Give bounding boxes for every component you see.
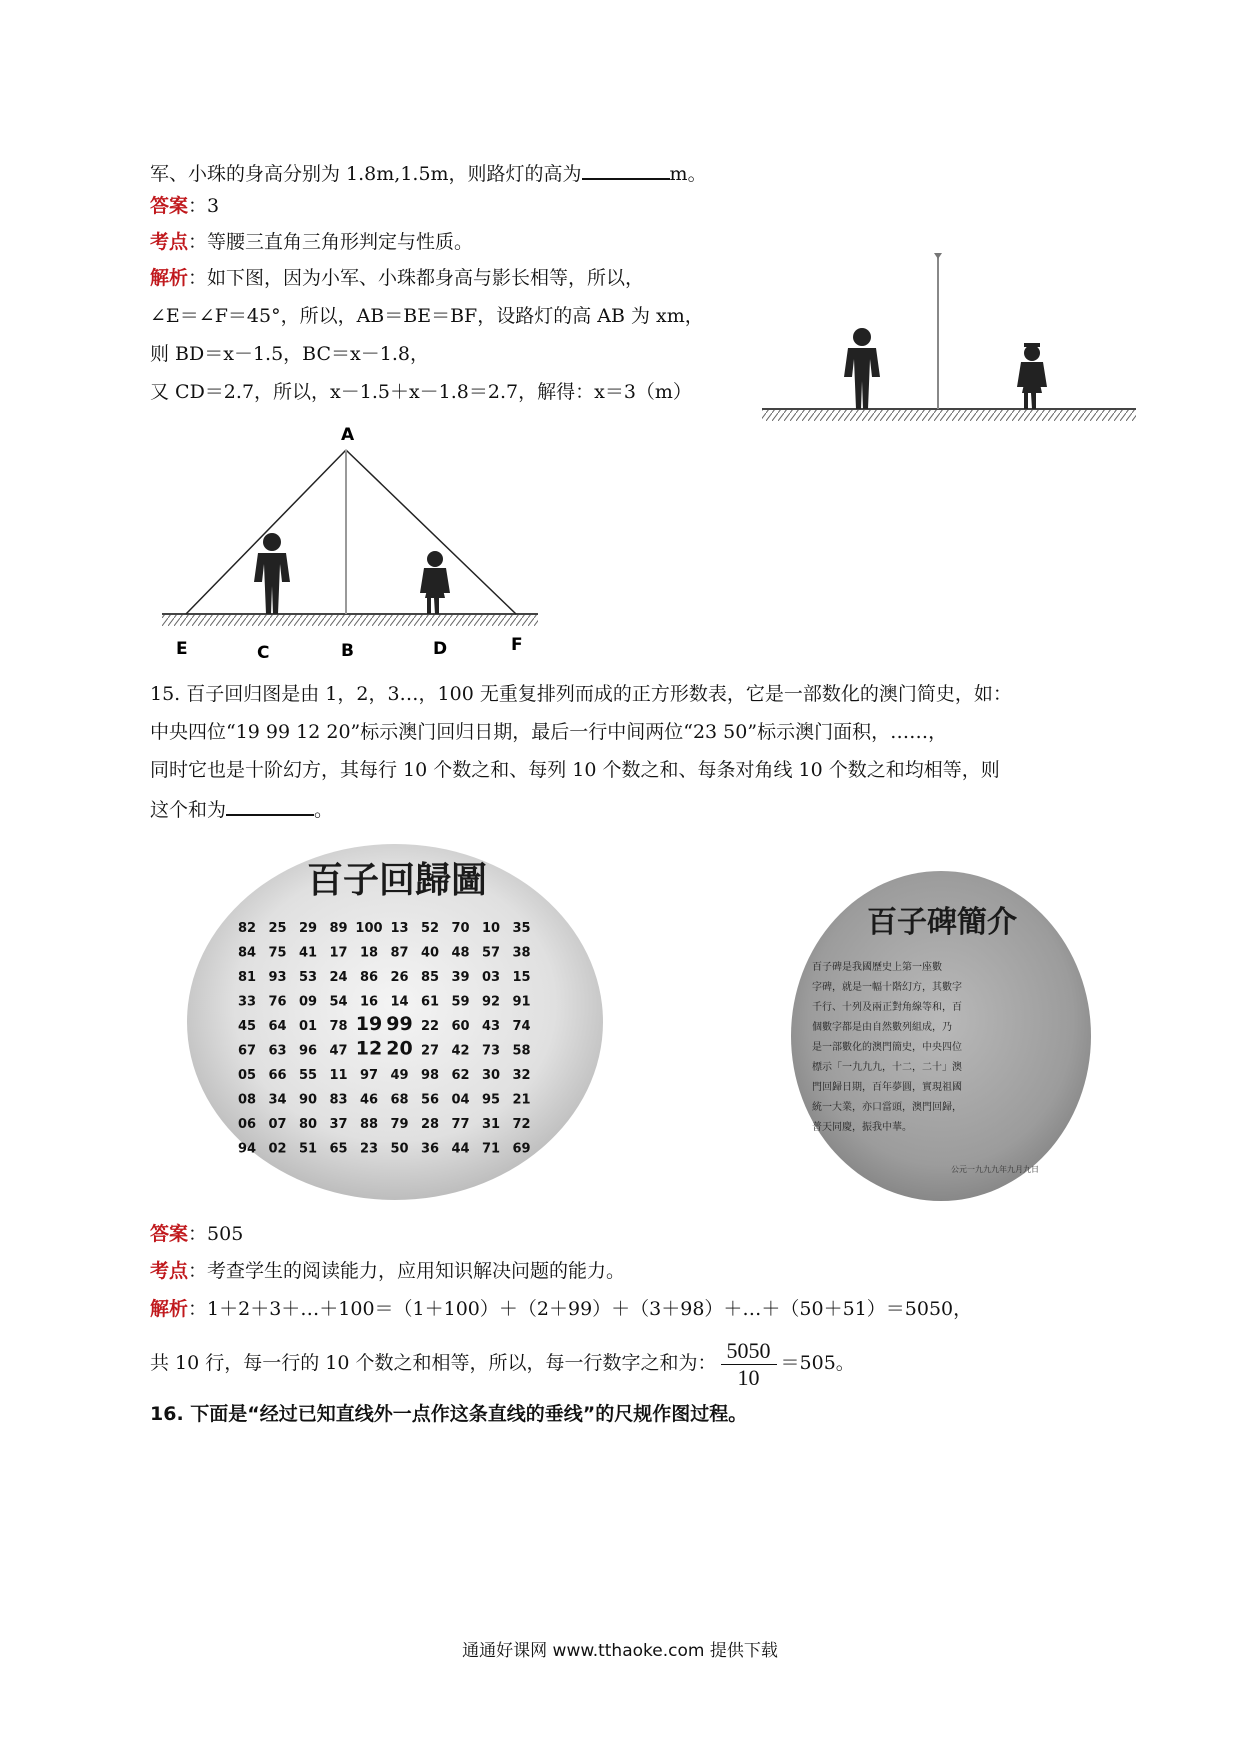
magic-square-cell: 30 [481,1068,501,1083]
magic-square-cell: 27 [420,1043,440,1059]
man-silhouette-icon [254,533,290,614]
magic-square-cell: 66 [268,1068,287,1083]
ground-hatch [162,614,538,626]
q14-analysis-line4: 又 CD＝2.7，所以，x－1.5＋x－1.8＝2.7，解得：x＝3（m） [150,381,692,403]
magic-square-cell: 07 [268,1117,287,1132]
woman-silhouette-icon [420,551,450,614]
magic-square-cell: 40 [420,945,440,961]
stele-text-line: 字碑，就是一幅十階幻方，其數字 [812,982,962,993]
magic-square-cell: 58 [512,1043,531,1059]
magic-square-cell: 55 [298,1068,318,1083]
magic-square-cell: 82 [237,921,257,936]
magic-square-cell: 05 [237,1068,257,1083]
magic-square-cell: 71 [481,1141,501,1157]
magic-square-cell: 97 [359,1068,379,1083]
magic-square-cell: 39 [451,970,470,985]
q15-text-line2: 中央四位“19 99 12 20”标示澳门回归日期，最后一行中间两位“23 50”标示澳门面积，……， [150,721,948,743]
stele-text-line: 千行、十列及兩正對角線等和，百 [812,1002,962,1013]
q15-text-line4: 这个和为 。 [150,794,333,824]
magic-square-cell: 87 [390,945,409,961]
magic-square-cell: 04 [451,1092,470,1108]
magic-square-cell: 56 [420,1092,440,1108]
answer-blank [582,158,670,180]
magic-square-cell: 36 [420,1141,440,1157]
q15-text-line1: 15. 百子回归图是由 1，2，3…，100 无重复排列而成的正方形数表，它是一部数化的澳门简史，如： [150,683,1012,705]
magic-square-cell: 67 [237,1043,257,1059]
triangle-diagram [150,418,550,668]
magic-square-cell: 37 [329,1117,348,1132]
magic-square-cell: 64 [268,1019,287,1034]
stele-text-line: 統一大業，亦口當頭，澳門回歸， [812,1102,962,1113]
magic-square-cell: 35 [512,921,531,936]
label-E: E [176,639,188,659]
stele-text-line: 是一部數化的澳門簡史，中央四位 [812,1042,962,1053]
magic-square-cell: 18 [359,945,379,961]
magic-square-cell: 15 [512,970,531,985]
magic-square-cell: 70 [451,921,470,936]
magic-square-cell: 100 [355,921,383,936]
magic-square-cell: 59 [451,994,470,1010]
q15-key-point: 考点：考查学生的阅读能力，应用知识解决问题的能力。 [150,1260,626,1282]
magic-square-cell: 69 [512,1141,531,1157]
magic-square-cell: 50 [390,1141,409,1157]
magic-square-cell: 02 [268,1141,287,1157]
q15-analysis-line1: 解析：1＋2＋3＋…＋100＝（1＋100）＋（2＋99）＋（3＋98）＋…＋（50＋51）＝5050， [150,1298,973,1320]
label-F: F [511,635,523,655]
magic-square-cell: 46 [359,1092,379,1108]
magic-square-cell: 06 [237,1117,257,1132]
label-A: A [341,425,355,445]
magic-square-cell: 63 [268,1043,287,1059]
magic-square-cell: 24 [329,970,348,985]
magic-square-cell: 65 [329,1141,348,1157]
magic-square-cell: 91 [512,994,531,1010]
stele-text-line: 普天同慶，振我中華。 [812,1122,912,1133]
magic-square-cell: 73 [481,1043,501,1059]
magic-square-cell: 10 [481,921,501,936]
label-C: C [257,643,270,663]
magic-square-cell: 77 [451,1117,470,1132]
magic-square-cell: 03 [481,970,501,985]
magic-square-cell: 43 [481,1019,501,1034]
magic-square-cell: 95 [481,1092,501,1108]
q14-analysis-line2: ∠E＝∠F＝45°，所以，AB＝BE＝BF，设路灯的高 AB 为 xm， [150,305,704,327]
magic-square-cell: 60 [451,1019,470,1034]
magic-square-cell: 28 [420,1117,440,1132]
magic-square-cell: 41 [298,945,318,961]
magic-square-cell: 78 [329,1019,348,1034]
magic-square-cell: 85 [420,970,440,985]
magic-square-cell: 29 [298,921,318,936]
magic-square-cell: 23 [359,1141,379,1157]
q15-answer: 答案：505 [150,1223,244,1245]
man-silhouette-icon [844,328,880,409]
stele-text-line: 門回歸日期，百年夢圓，實現祖國 [812,1082,962,1093]
magic-square-cell: 75 [268,945,287,961]
lamp-head-icon [934,253,942,259]
magic-square-cell: 33 [237,994,257,1010]
magic-square-cell: 54 [329,994,348,1010]
magic-square-cell: 93 [268,970,287,985]
q15-text-line3: 同时它也是十阶幻方，其每行 10 个数之和、每列 10 个数之和、每条对角线 10 个数之和均相等，则 [150,759,1000,781]
magic-square-cell: 80 [298,1117,318,1132]
q14-key-point: 考点：等腰三直角三角形判定与性质。 [150,231,474,253]
magic-square-cell: 74 [512,1019,531,1034]
magic-square-cell: 19 [355,1013,383,1035]
magic-square-cell: 13 [390,921,409,936]
magic-square-cell: 94 [237,1141,257,1157]
q14-analysis-line1: 解析：如下图，因为小军、小珠都身高与影长相等，所以， [150,267,645,289]
magic-square-cell: 44 [451,1141,470,1157]
magic-square-cell: 52 [420,921,440,936]
magic-square-cell: 47 [329,1043,348,1059]
magic-square-cell: 88 [359,1117,379,1132]
stele-text-line: 個數字都是由自然數列組成，乃 [812,1022,952,1033]
magic-square-cell: 99 [386,1013,413,1035]
label-D: D [433,639,448,659]
magic-square-cell: 34 [268,1092,287,1108]
magic-square-cell: 25 [268,921,287,936]
q14-analysis-line3: 则 BD＝x－1.5，BC＝x－1.8， [150,343,429,365]
magic-square-cell: 83 [329,1092,348,1108]
magic-square-cell: 20 [386,1037,413,1060]
woman-silhouette-icon [1017,343,1047,409]
magic-square-cell: 16 [359,994,379,1010]
magic-square-cell: 90 [298,1092,318,1108]
streetlamp-figure [760,245,1140,425]
magic-square-cell: 42 [451,1043,470,1059]
stele-title: 百子碑簡介 [867,905,1017,940]
magic-square-cell: 11 [329,1068,348,1083]
magic-square-cell: 51 [298,1141,318,1157]
magic-square-title: 百子回歸圖 [306,860,488,901]
hundred-numbers-stele-intro-image [790,870,1092,1202]
magic-square-cell: 81 [237,970,257,985]
stele-text-line: 標示「一九九九，十二，二十」澳 [812,1062,962,1073]
q16-text-line1: 16. 下面是“经过已知直线外一点作这条直线的垂线”的尺规作图过程。 [150,1403,748,1425]
stele-text [812,960,962,1133]
magic-square-cell: 08 [237,1092,257,1108]
ground-hatch [762,409,1136,421]
stele-text-line: 百子碑是我國歷史上第一座數 [812,962,942,973]
magic-square-cell: 21 [512,1092,531,1108]
magic-square-cell: 31 [481,1117,501,1132]
label-B: B [341,641,354,661]
magic-square-cell: 45 [237,1019,257,1034]
magic-square-cell: 57 [481,945,501,961]
magic-square-cell: 62 [451,1068,470,1083]
magic-square-cell: 22 [420,1019,440,1034]
magic-square-cell: 68 [390,1092,409,1108]
magic-square-cell: 72 [512,1117,531,1132]
magic-square-cell: 01 [298,1019,318,1034]
magic-square-cell: 86 [359,970,379,985]
page-footer: 通通好课网 www.tthaoke.com 提供下载 [462,1641,778,1661]
magic-square-cell: 79 [390,1117,409,1132]
magic-square-cell: 98 [420,1068,440,1083]
fraction: $\frac{5050}{10}$ [721,1338,777,1391]
magic-square-cell: 26 [390,970,409,985]
magic-square-cell: 61 [420,994,440,1010]
magic-square-cell: 09 [298,994,318,1010]
magic-square-cell: 92 [481,994,501,1010]
q14-answer: 答案：3 [150,195,220,217]
magic-square-cell: 17 [329,945,348,961]
stele-date: 公元一九九九年九月九日 [951,1165,1039,1174]
magic-square-cell: 38 [512,945,531,961]
magic-square-cell: 89 [329,921,348,936]
q14-text-line1: 军、小珠的身高分别为 1.8m,1.5m，则路灯的高为 m。 [150,158,707,188]
magic-square-cell: 49 [390,1068,409,1083]
magic-square-cell: 48 [451,945,470,961]
magic-square-cell: 84 [237,945,257,961]
magic-square-cell: 96 [298,1043,318,1059]
magic-square-cell: 12 [355,1037,383,1060]
magic-square-cell: 32 [512,1068,531,1083]
q15-analysis-line2: 共 10 行，每一行的 10 个数之和相等，所以，每一行数字之和为： $\frac{5050}{10}$ ＝505。 [150,1337,855,1390]
answer-blank [226,794,314,816]
magic-square-cell: 76 [268,994,287,1010]
magic-square-cell: 14 [390,994,409,1010]
magic-square-cell: 53 [298,970,318,985]
hundred-numbers-magic-square-image [185,842,605,1202]
